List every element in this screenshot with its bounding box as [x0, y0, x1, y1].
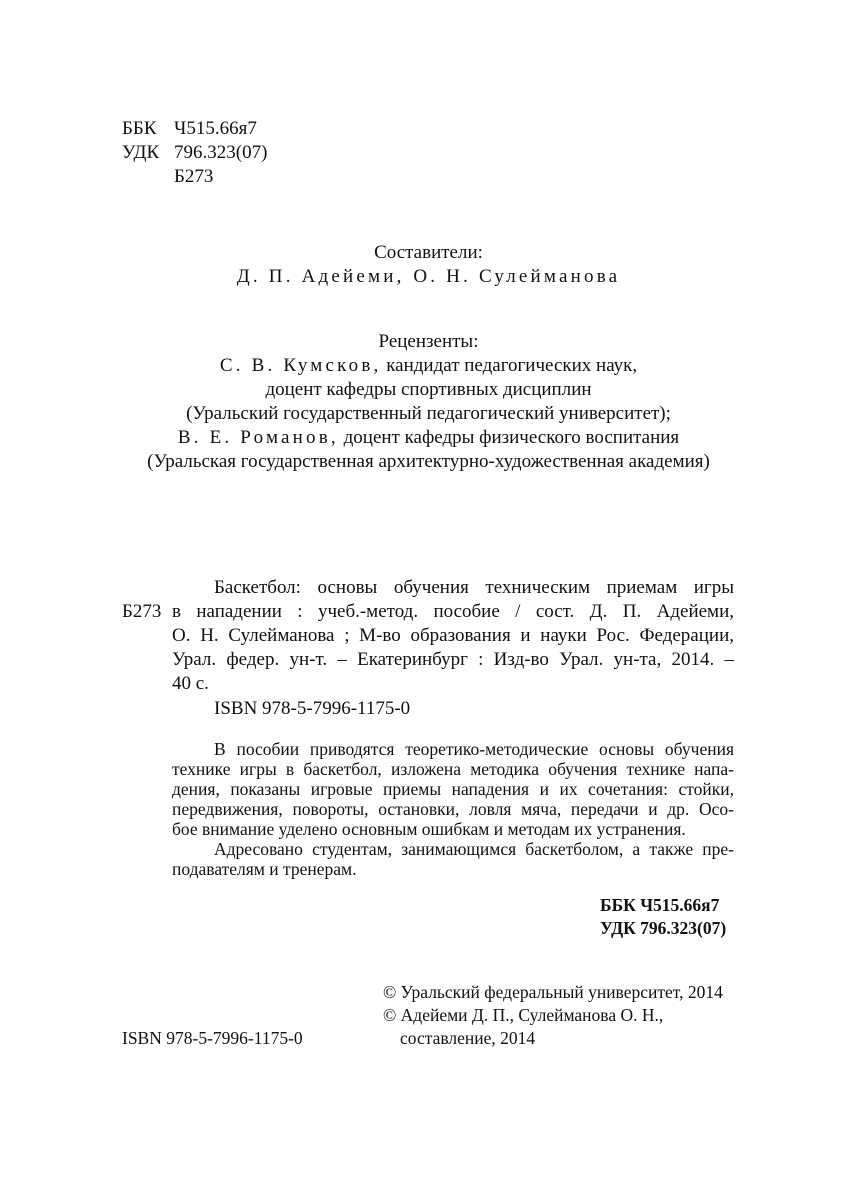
compiler-name-2: О. Н. Сулейманова [413, 266, 621, 287]
compiler-name-1: Д. П. Адейеми, [236, 266, 405, 287]
description-line-1: Баскетбол: основы обучения техническим приемам игры [214, 577, 734, 598]
bottom-isbn: ISBN 978-5-7996-1175-0 [122, 1028, 303, 1048]
bbk-label: ББК [122, 118, 157, 139]
abstract-line-7: подавателям и тренерам. [172, 859, 357, 879]
classification-codes [122, 117, 267, 189]
reviewer-2-title: доцент кафедры физического воспитания [343, 427, 680, 448]
copyright-line-2: © Адейеми Д. П., Сулейманова О. Н., [383, 1005, 664, 1025]
bbk-value: Ч515.66я7 [174, 118, 257, 139]
compilers-names [0, 265, 857, 289]
bottom-bbk: ББК Ч515.66я7 [600, 895, 720, 915]
abstract-line-5: бое внимание уделено основным ошибкам и методам их устранения. [172, 819, 686, 839]
bottom-udk: УДК 796.323(07) [600, 918, 727, 938]
author-mark-row [122, 165, 267, 189]
copyright-line-1: © Уральский федеральный университет, 2014 [383, 982, 723, 1002]
author-mark: Б273 [174, 166, 214, 187]
compilers-heading: Составители: [374, 242, 483, 263]
abstract-line-1: В пособии приводятся теоретико-методические основы обучения [214, 739, 734, 759]
abstract-line-2: технике игры в баскетбол, изложена методика обучения технике напа- [172, 759, 734, 779]
abstract [172, 738, 734, 878]
description-line-2: в нападении : учеб.-метод. пособие / сост. Д. П. Адейеми, [172, 601, 734, 622]
udk-value: 796.323(07) [174, 142, 268, 163]
reviewer-1-name: С. В. Кумсков, [219, 355, 382, 376]
bbk-row [122, 117, 267, 141]
description-line-5: 40 с. [172, 673, 209, 694]
description-line-3: О. Н. Сулейманова ; М-во образования и науки Рос. Федерации, [172, 625, 734, 646]
abstract-line-3: дения, показаны игровые приемы нападения и их сочетания: стойки, [172, 779, 734, 799]
udk-label: УДК [122, 142, 160, 163]
description-line-4: Урал. федер. ун-т. – Екатеринбург : Изд-во Урал. ун-та, 2014. – [172, 649, 734, 670]
udk-row [122, 141, 267, 165]
description-isbn: ISBN 978-5-7996-1175-0 [214, 698, 411, 719]
abstract-line-4: передвижения, повороты, остановки, ловля мяча, передачи и др. Осо- [172, 799, 734, 819]
reviewer-1-line-3: (Уральский государственный педагогический университет); [186, 403, 671, 424]
reviewer-2-name: В. Е. Романов, [177, 427, 339, 448]
description-mark: Б273 [122, 601, 162, 622]
abstract-line-6: Адресовано студентам, занимающимся баскетболом, а также пре- [214, 839, 734, 859]
reviewer-1-line-2: доцент кафедры спортивных дисциплин [265, 379, 592, 400]
reviewer-1-title: кандидат педагогических наук, [386, 355, 638, 376]
bibliographic-description [172, 576, 734, 696]
reviewer-2-line-1 [0, 426, 857, 450]
reviewer-1-line-1 [0, 354, 857, 378]
reviewer-2-line-2: (Уральская государственная архитектурно-художественная академия) [147, 451, 710, 472]
reviewers-heading: Рецензенты: [378, 331, 479, 352]
copyright-line-3: составление, 2014 [400, 1028, 536, 1048]
